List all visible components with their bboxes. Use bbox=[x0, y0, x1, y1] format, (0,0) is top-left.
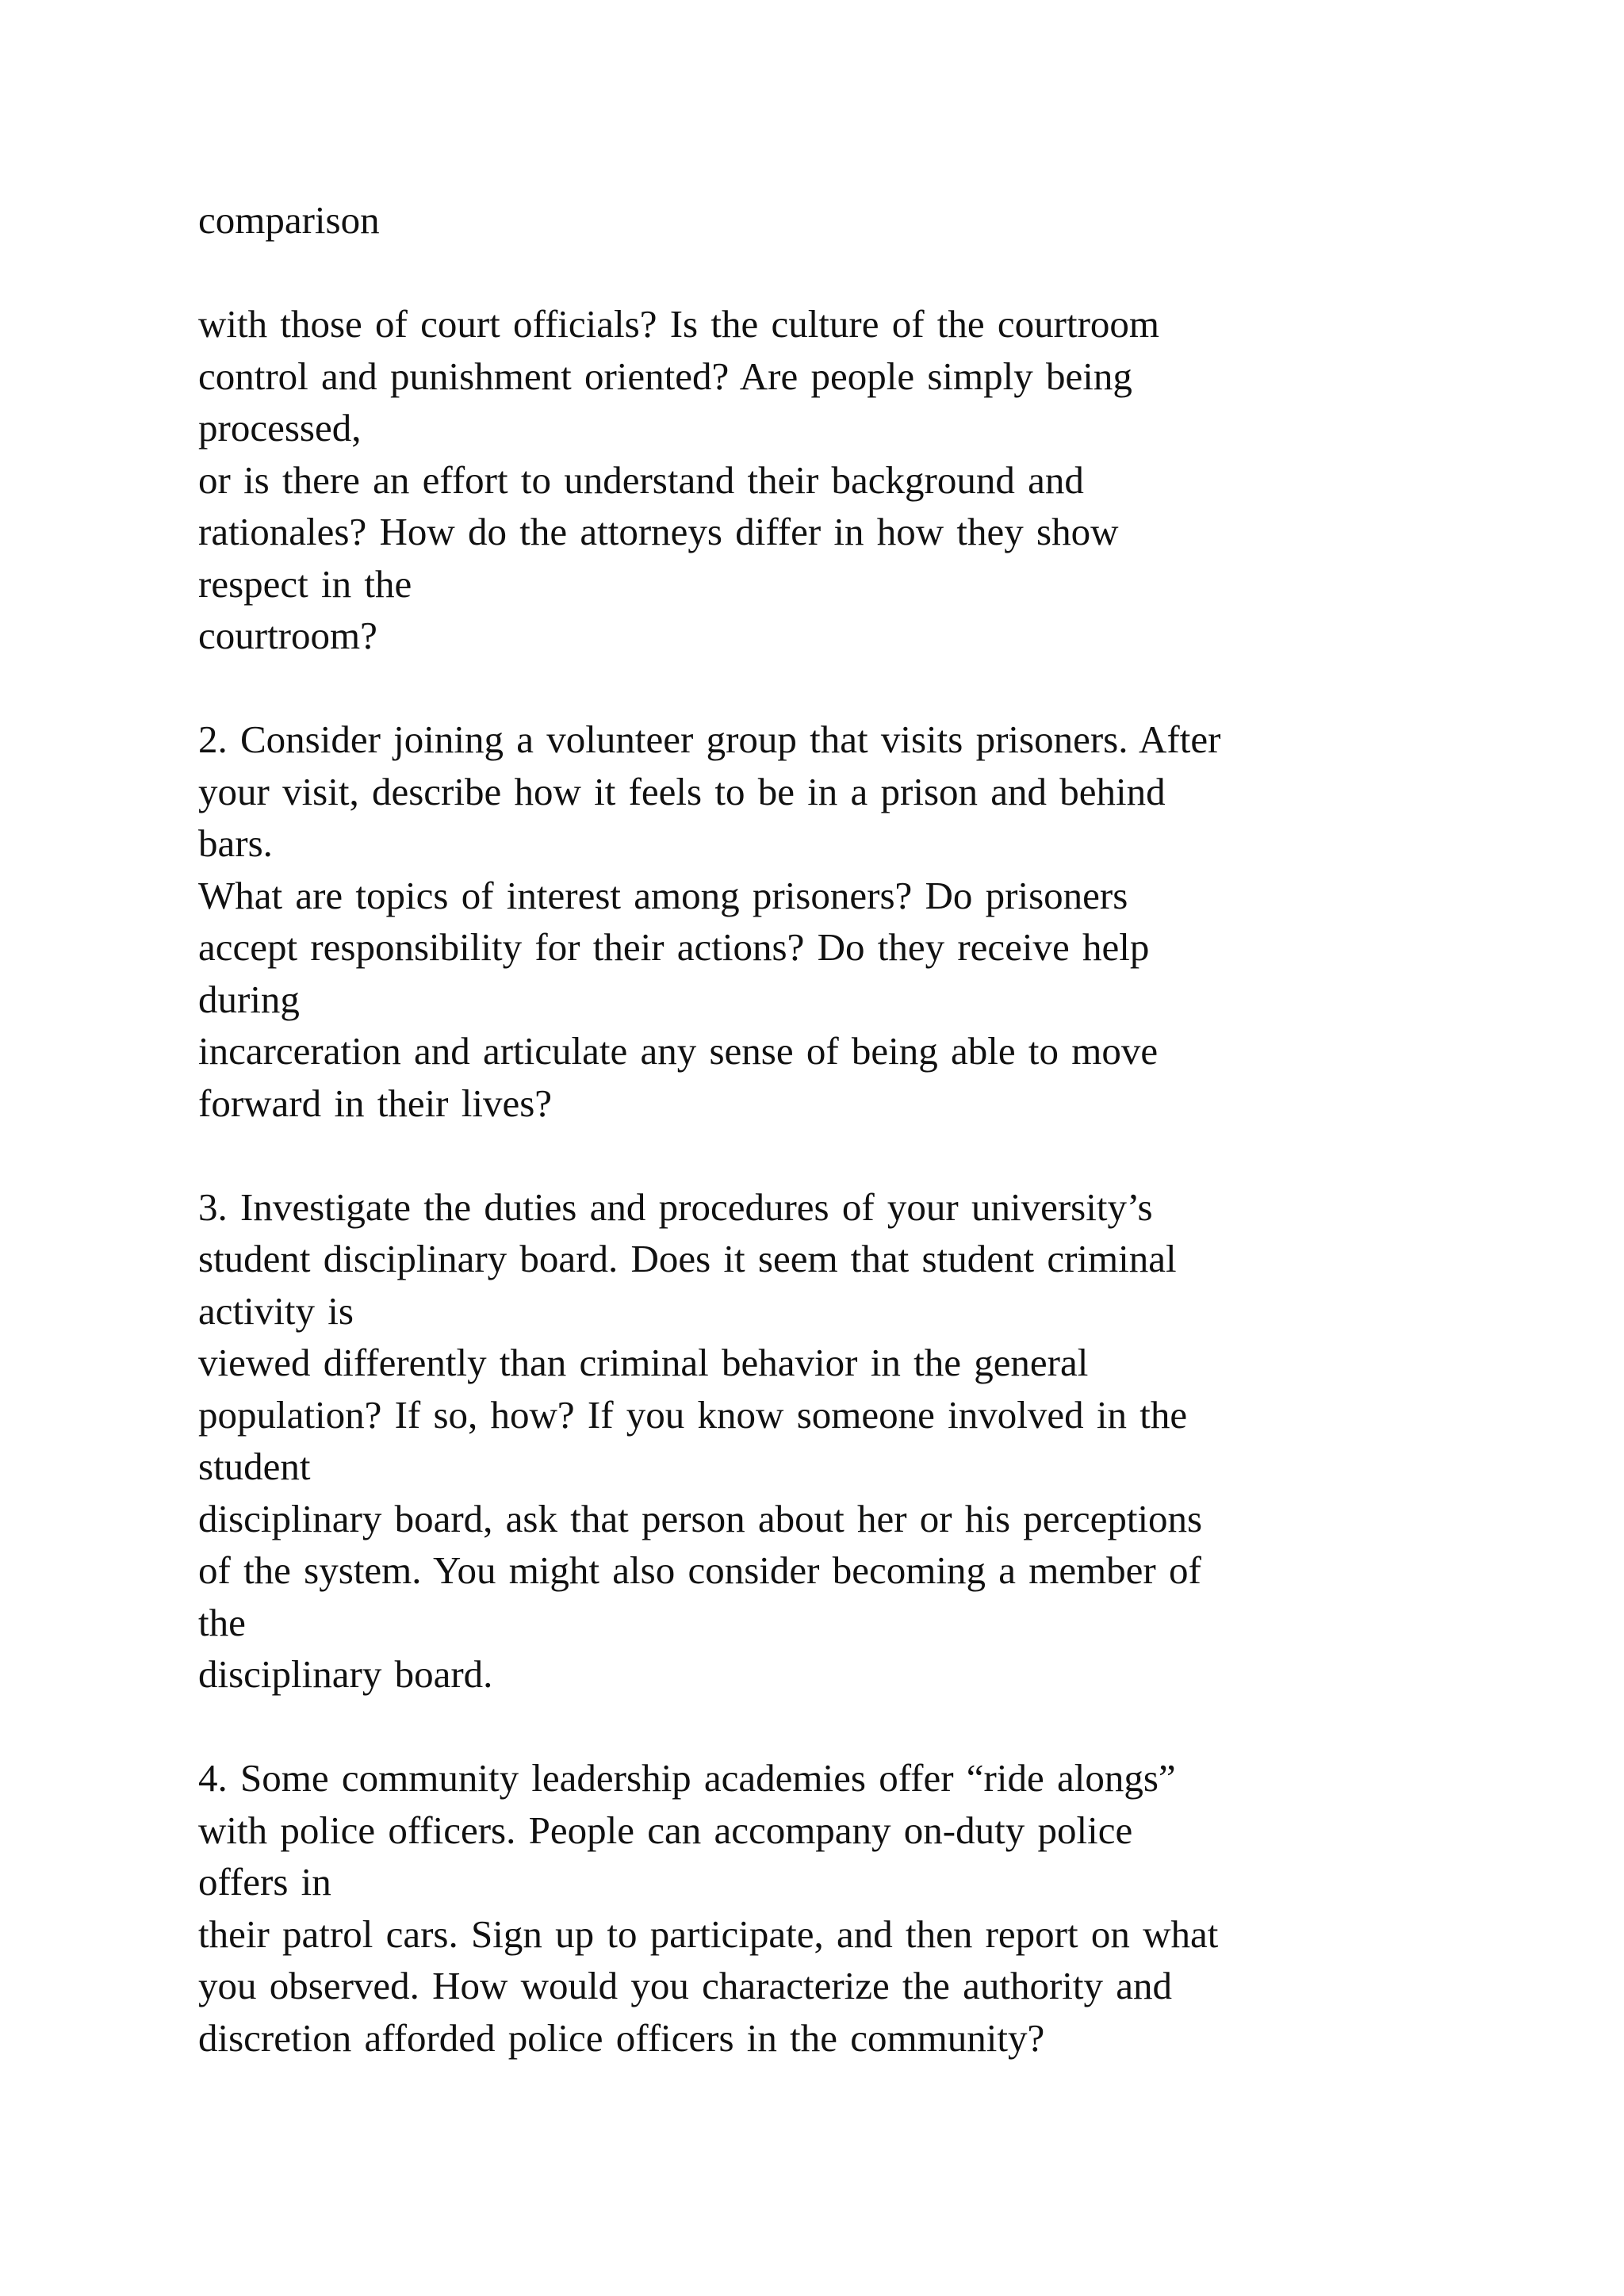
paragraph-gap bbox=[198, 1701, 1546, 1753]
text-line: student disciplinary board. Does it seem that student criminal bbox=[198, 1237, 1177, 1280]
paragraph-courtroom bbox=[198, 298, 1546, 662]
list-item-disciplinary-board bbox=[198, 1181, 1546, 1701]
text-line: bars. bbox=[198, 821, 273, 865]
text-line: disciplinary board. bbox=[198, 1652, 493, 1696]
paragraph-gap bbox=[198, 247, 1546, 299]
list-item-ride-alongs bbox=[198, 1752, 1546, 2064]
text-line: their patrol cars. Sign up to participate, and then report on what bbox=[198, 1911, 1219, 1956]
text-line: forward in their lives? bbox=[198, 1081, 553, 1125]
text-line: respect in the bbox=[198, 561, 412, 606]
text-line: activity is bbox=[198, 1288, 354, 1333]
text-line: discretion afforded police officers in the community? bbox=[198, 2015, 1045, 2060]
text-line: you observed. How would you characterize the authority and bbox=[198, 1964, 1173, 2007]
text-line: your visit, describe how it feels to be in a prison and behind bbox=[198, 769, 1166, 813]
text-line: or is there an effort to understand their background and bbox=[198, 457, 1084, 502]
text-line: 3. Investigate the duties and procedures of your university’s bbox=[198, 1184, 1153, 1229]
text-line: courtroom? bbox=[198, 614, 377, 657]
text-line: incarceration and articulate any sense of being able to move bbox=[198, 1029, 1159, 1073]
document-body bbox=[198, 194, 1546, 2064]
text-line: offers in bbox=[198, 1860, 331, 1904]
intro-fragment bbox=[198, 194, 1546, 247]
text-line: population? If so, how? If you know someone involved in the bbox=[198, 1392, 1188, 1437]
text-line: processed, bbox=[198, 406, 362, 450]
text-line: What are topics of interest among prisoners? Do prisoners bbox=[198, 873, 1128, 917]
text-line: student bbox=[198, 1445, 311, 1488]
list-item-prison-visit bbox=[198, 714, 1546, 1129]
text-line: accept responsibility for their actions? Do they receive help bbox=[198, 925, 1150, 969]
text-line: comparison bbox=[198, 198, 380, 242]
text-line: 2. Consider joining a volunteer group that visits prisoners. After bbox=[198, 718, 1221, 761]
text-line: during bbox=[198, 977, 300, 1021]
text-line: control and punishment oriented? Are people simply being bbox=[198, 354, 1132, 398]
text-line: with police officers. People can accompany on-duty police bbox=[198, 1808, 1133, 1852]
paragraph-gap bbox=[198, 662, 1546, 714]
text-line: disciplinary board, ask that person about her or his perceptions bbox=[198, 1496, 1203, 1540]
text-line: rationales? How do the attorneys differ in how they show bbox=[198, 510, 1119, 553]
text-line: of the system. You might also consider becoming a member of bbox=[198, 1548, 1201, 1592]
text-line: viewed differently than criminal behavior in the general bbox=[198, 1341, 1089, 1384]
text-line: the bbox=[198, 1600, 246, 1644]
text-line: with those of court officials? Is the culture of the courtroom bbox=[198, 302, 1160, 346]
paragraph-gap bbox=[198, 1129, 1546, 1181]
text-line: 4. Some community leadership academies offer “ride alongs” bbox=[198, 1756, 1176, 1800]
